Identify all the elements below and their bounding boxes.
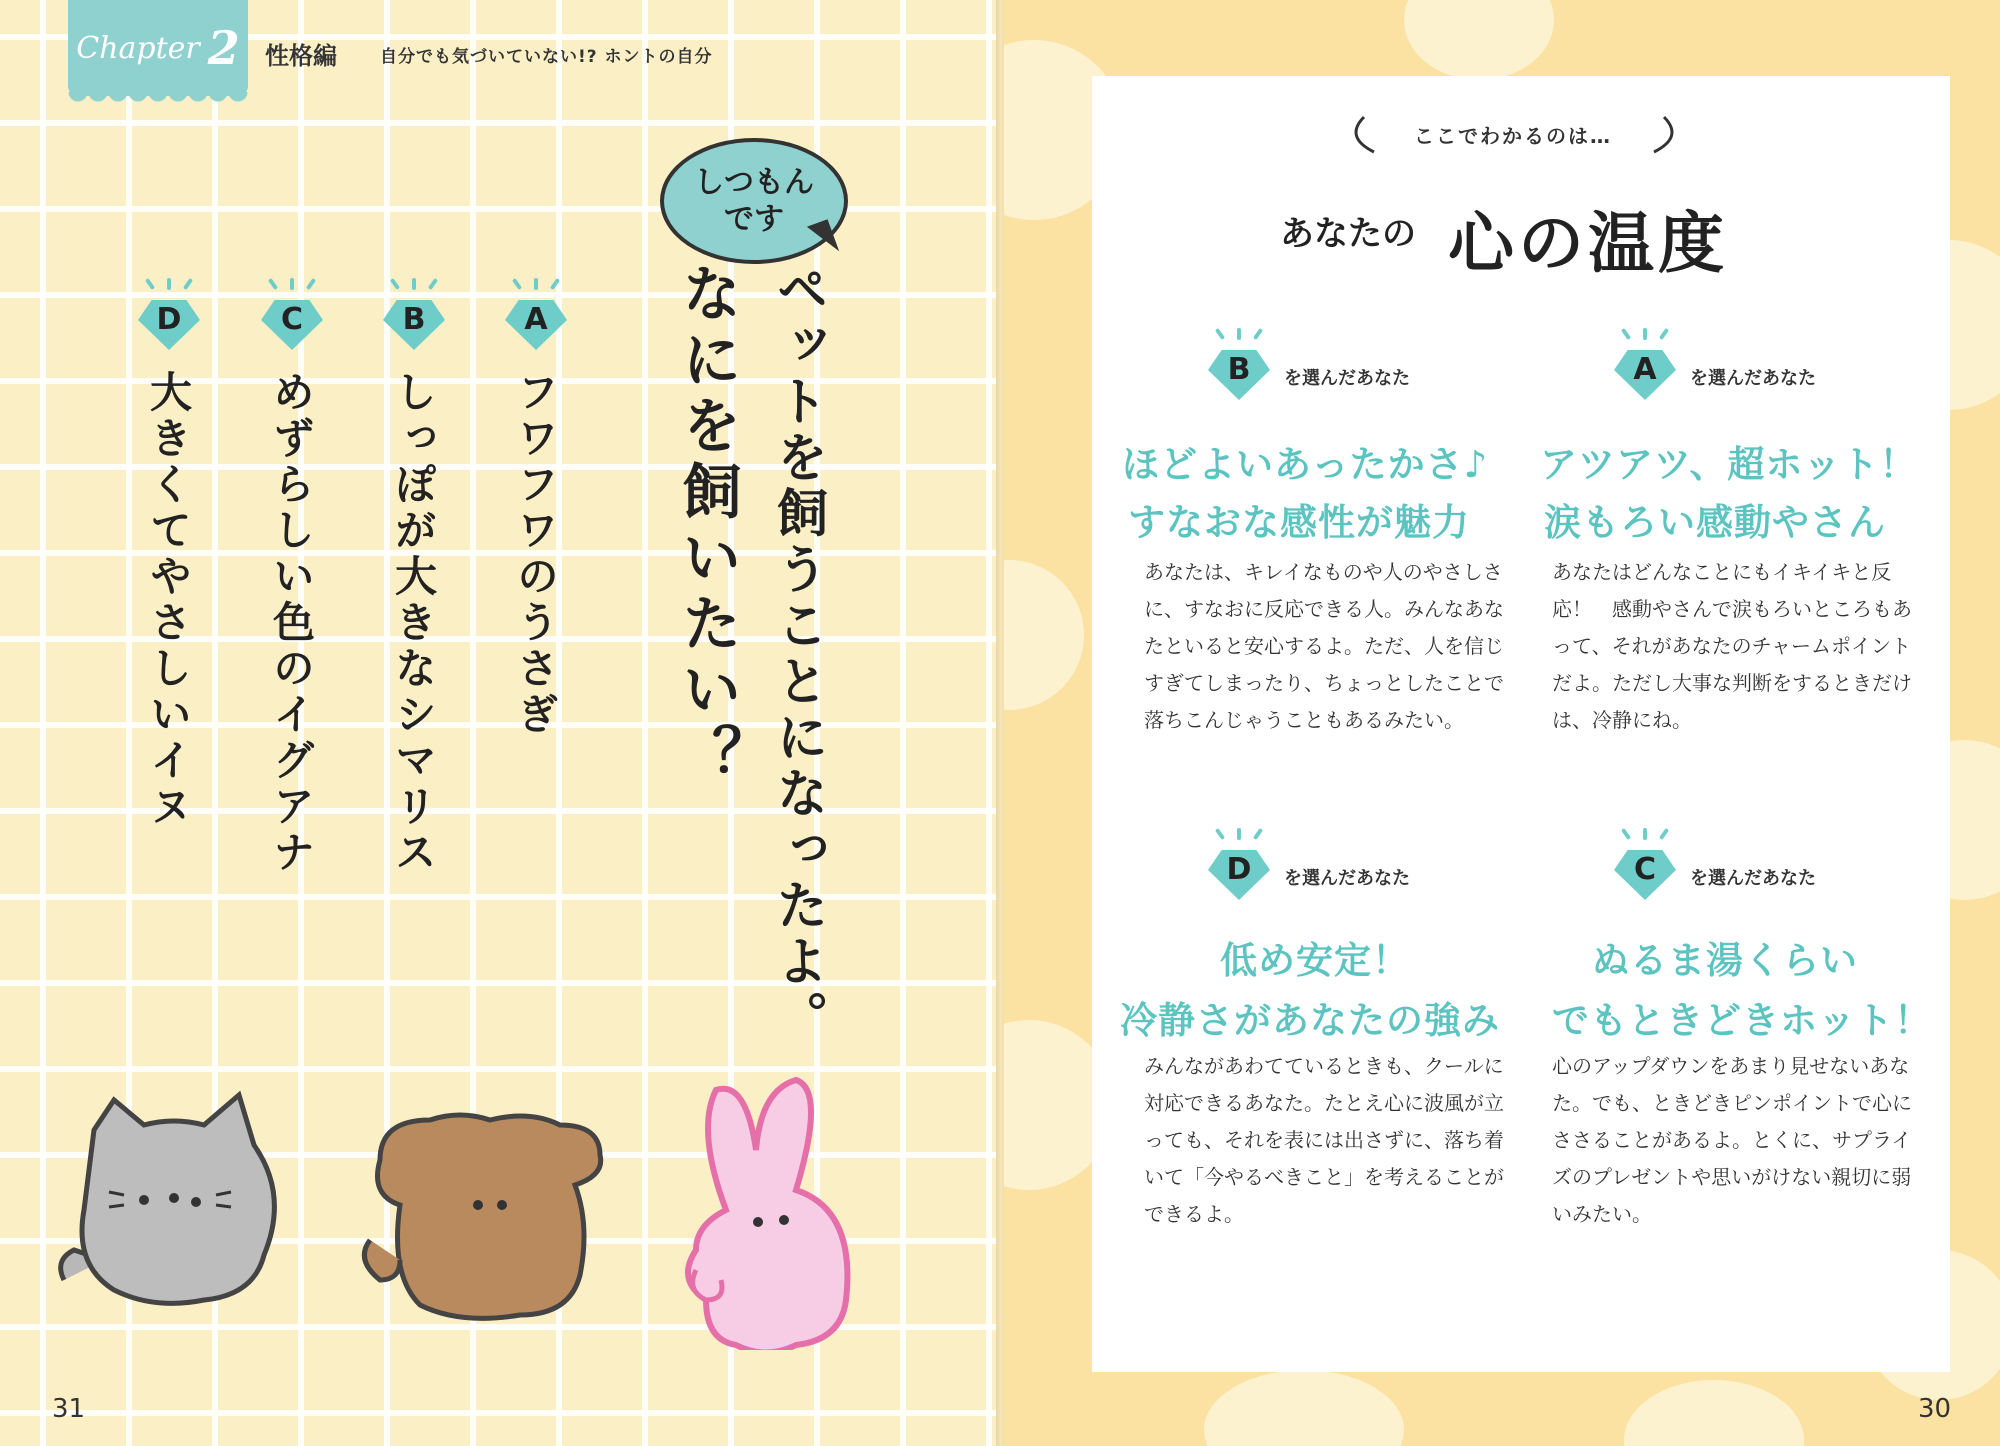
bg-dot	[1204, 1370, 1404, 1446]
result-c-headline1: ぬるま湯くらい	[1592, 939, 1858, 982]
option-c-badge	[261, 290, 323, 352]
result-b-letter: B	[1227, 352, 1251, 387]
bubble-line1: しつもん	[694, 164, 814, 200]
option-a-text: フワフワのうさぎ	[511, 370, 560, 738]
result-c-headline2: でもときどきホット！	[1552, 999, 1932, 1042]
result-title: 心の温度	[1448, 205, 1728, 282]
option-c-letter: C	[280, 302, 304, 337]
rabbit-illustration	[676, 1070, 896, 1350]
option-d-badge	[138, 290, 200, 352]
chapter-word: Chapter	[76, 30, 200, 66]
result-c-letter: C	[1633, 852, 1657, 887]
result-b-body: あなたは、キレイなものや人のやさしさに、すなおに反応できる人。みんなあなたといると安心するよ。ただ、人を信じすぎてしまったり、ちょっとしたことで落ちこんじゃうこともあるみたい。	[1144, 560, 1504, 732]
bg-dot	[1624, 1380, 1804, 1446]
result-title-lead: あなたの	[1280, 214, 1416, 254]
result-c-chosen: を選んだあなた	[1690, 868, 1816, 889]
result-a-headline2: 涙もろい感動やさん	[1544, 501, 1886, 544]
option-a-badge	[505, 290, 567, 352]
question-line1: ペットを飼うことになったよ。	[767, 262, 827, 1046]
bg-dot	[1004, 560, 1084, 710]
option-d-text: 大きくてやさしいイヌ	[144, 370, 193, 830]
result-a-letter: A	[1633, 352, 1657, 387]
result-d-headline2: 冷静さがあなたの強み	[1120, 999, 1500, 1042]
option-c-text: めずらしい色のイグアナ	[267, 370, 316, 876]
option-d-letter: D	[156, 302, 182, 337]
option-a-letter: A	[524, 302, 548, 337]
result-a-chosen: を選んだあなた	[1690, 368, 1816, 389]
result-b-chosen: を選んだあなた	[1284, 368, 1410, 389]
page-number-left: 31	[52, 1394, 86, 1424]
result-c-badge	[1614, 840, 1676, 902]
bg-dot	[1404, 0, 1554, 80]
chapter-number: 2	[207, 21, 240, 75]
section-title: 性格編	[265, 42, 337, 70]
result-intro: ここでわかるのは…	[1414, 124, 1612, 148]
result-a-body: あなたはどんなことにもイキイキと反応！ 感動やさんで涙もろいところもあって、それがあなたのチャームポイントだよ。ただし大事な判断をするときだけは、冷静にね。	[1552, 560, 1912, 732]
option-b-text: しっぽが大きなシマリス	[389, 370, 438, 876]
result-d-chosen: を選んだあなた	[1284, 868, 1410, 889]
cat-illustration	[44, 1090, 304, 1320]
section-subtitle: 自分でも気づいていない!? ホントの自分	[380, 47, 713, 67]
result-d-body: みんながあわてているときも、クールに対応できるあなた。たとえ心に波風が立っても、それを表には出さずに、落ち着いて「今やるべきこと」を考えることができるよ。	[1144, 1054, 1504, 1226]
page-number-right: 30	[1918, 1394, 1952, 1424]
result-d-badge	[1208, 840, 1270, 902]
option-b-letter: B	[402, 302, 426, 337]
option-b-badge	[383, 290, 445, 352]
result-b-headline2: すなおな感性が魅力	[1128, 501, 1470, 544]
result-d-headline1: 低め安定！	[1220, 939, 1410, 982]
bubble-line2: です	[724, 202, 784, 237]
result-c-body: 心のアップダウンをあまり見せないあなた。でも、ときどきピンポイントで心にささることがあるよ。とくに、サプライズのプレゼントや思いがけない親切に弱いみたい。	[1552, 1054, 1912, 1226]
chapter-tab	[68, 0, 248, 96]
result-a-badge	[1614, 340, 1676, 402]
result-a-headline1: アツアツ、超ホット！	[1540, 443, 1918, 486]
result-d-letter: D	[1226, 852, 1252, 887]
dog-illustration	[360, 1110, 620, 1330]
question-line2: なにを飼いたい？	[672, 262, 742, 790]
result-b-headline1: ほどよいあったかさ♪	[1122, 443, 1489, 486]
result-b-badge	[1208, 340, 1270, 402]
